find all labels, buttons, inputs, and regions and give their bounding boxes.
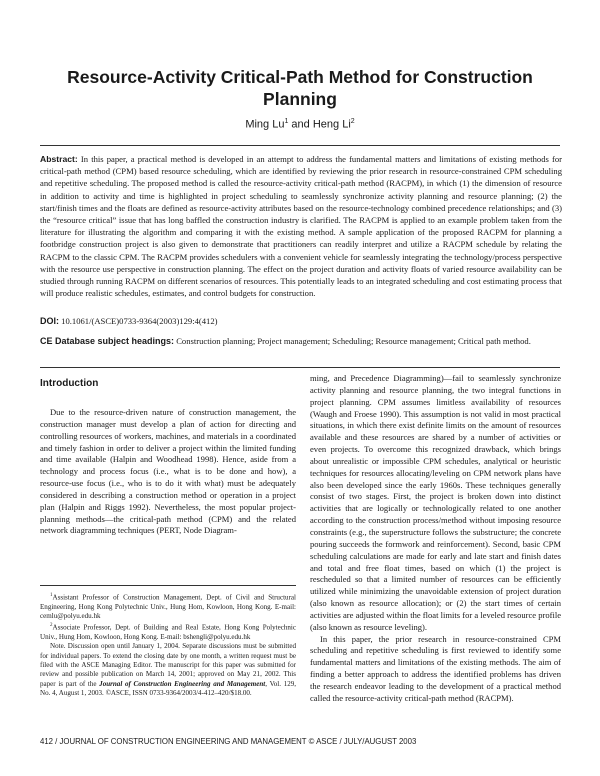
- footnote-mark: 1: [50, 593, 53, 598]
- section-heading-introduction: Introduction: [40, 378, 99, 389]
- subject-headings-text: Construction planning; Project management; Scheduling; Resource management; Critical path method.: [176, 336, 531, 346]
- footnote: [40, 621, 296, 642]
- author-name: Heng Li: [312, 118, 351, 131]
- body-paragraph: In this paper, the prior research in resource-constrained CPM scheduling and repetitive scheduling is first reviewed to identify some fundamental matters and limitations of the existing methods. The aim of finding a better approach to address the identified problems has driven the research endeavor leading to the development of a practical method called the resource-activity critical-path method (RACPM).: [310, 633, 561, 703]
- author-affiliation-mark: 2: [350, 118, 355, 125]
- left-column: [40, 407, 296, 537]
- abstract-label: Abstract:: [40, 154, 78, 164]
- footnote: [40, 591, 296, 621]
- paper-title: Resource-Activity Critical-Path Method for Construction Planning: [67, 67, 533, 109]
- footnote-text: Associate Professor, Dept. of Building and Real Estate, Hong Kong Polytechnic Univ., Hung Hom, Kowloon, Hong Kong. E-mail: bshengli@polyu.edu.hk: [40, 623, 296, 642]
- page-footer: 412 / JOURNAL OF CONSTRUCTION ENGINEERING AND MANAGEMENT © ASCE / JULY/AUGUST 2003: [40, 737, 417, 746]
- doi-value[interactable]: 10.1061/(ASCE)0733-9364(2003)129:4(412): [61, 316, 218, 326]
- journal-name: Journal of Construction Engineering and Management: [99, 679, 266, 688]
- intro-paragraph: Due to the resource-driven nature of construction management, the construction manager must develop a plan of action for directing and controlling resources of workers, machines, and materials in a coordinated and timely fashion in order to deliver a project within the limited funding and time available (Halpin and Woodhead 1998). Hence, aside from a technology and process focus (i.e., what is to be done and how), a resource-use focus (i.e., who is to do it with what) must be adequately considered in describing a construction method or operation in a project plan (Halpin and Riggs 1992). Nevertheless, the most popular project-planning methods—the critical-path method (CPM) and the related network diagramming techniques (PERT, Node Diagram-: [40, 407, 296, 536]
- doi-label: DOI:: [40, 316, 59, 326]
- footnote-mark: 2: [50, 623, 53, 629]
- subject-headings-label: CE Database subject headings:: [40, 336, 175, 346]
- abstract: [40, 153, 562, 299]
- note-text: Note. Discussion open until January 1, 2004. Separate discussions must be submitted for individual papers. To extend the closing date by one month, a written request must be filed with the ASCE Managing Editor. The manuscript for this paper was submitted for review and possible publication on March 14, 2001; approved on May 21, 2002. This paper is part of the: [40, 642, 296, 688]
- note-text: , Vol. 129, No. 4, August 1, 2003. ©ASCE, ISSN 0733-9364/2003/4-412–420/$18.00.: [40, 679, 297, 698]
- right-column: [310, 373, 561, 705]
- doi-line: [40, 316, 560, 326]
- author-separator: and: [288, 118, 313, 131]
- body-paragraph: ming, and Precedence Diagramming)—fail to seamlessly synchronize activity planning and resource planning, the two integral functions in project planning. CPM assumes limitless availability of resources (Waugh and Froese 1990). This assumption is not valid in most practical situations, in which there exist definite limits on the amount of resources available and these resources are shared by a number of activities or even projects. To overcome this recognized drawback, which brings about unrealistic or impossible CPM schedules, analytical or heuristic techniques for resources allocating/leveling on CPM network plans have also been developed since the early 1960s. These techniques generally consist of two stages. First, the project is broken down into distinct activities that are logically or technologically related to one another according to the construction process/method without imposing resource constraints (e.g., the superstructure follows the substructure; the concrete pouring succeeds the formwork and reinforcement). Second, basic CPM scheduling calculations are made for early and late start and finish dates and total and free float times, based on which (1) the project is rescheduled so that a limited number of resources can be efficiently utilized while minimizing the unavoidable extension of project duration (also known as resource allocation); or (2) the start times of certain activities are adjusted within the float limits for a leveled resource profile (also known as resource leveling).: [310, 373, 561, 632]
- subject-headings: [40, 335, 561, 347]
- author-line: [40, 118, 560, 131]
- footnote-divider: [40, 585, 296, 586]
- abstract-text: In this paper, a practical method is developed in an attempt to address the fundamental matters and limitations of existing methods for critical-path method (CPM) based resource scheduling, which are identified by reviewing the prior research in resource-constrained CPM scheduling and repetitive scheduling. The proposed method is called the resource-activity critical-path method (RACPM), in which (1) the dimension of resource in addition to activity and time is highlighted in project scheduling to seamlessly synchronize activity planning and resource planning; (2) the start/finish times and the floats are defined as resource-activity attributes based on the resource-technology combined precedence relationships; and (3) the “resource critical” issue that has long baffled the construction industry is clarified. The RACPM is applied to an example problem taken from the literature for illustrating the algorithm and comparing it with the existing method. A sample application of the proposed RACPM for planning a footbridge construction project is also given to demonstrate that practitioners can readily interpret and utilize a RACPM schedule by relating the RACPM to the classic CPM. The RACPM provides schedulers with a convenient vehicle for seamlessly integrating the technology/process perspective with the resource use perspective in construction planning. The effect on the project duration and activity floats of varied resource availability can be studied through running RACPM on different scenarios of resources. This potentially leads to an integrated scheduling and cost estimating process that will produce realistic schedules, estimates, and control budgets for construction.: [40, 154, 562, 299]
- abstract-divider: [40, 367, 560, 368]
- author-name: Ming Lu: [245, 118, 285, 131]
- author-affiliation-mark: 1: [284, 118, 289, 125]
- discussion-note: [40, 642, 296, 698]
- footnotes: [40, 591, 296, 698]
- header-divider: [40, 145, 560, 146]
- footnote-text: Assistant Professor of Construction Management, Dept. of Civil and Structural Engineering, Hong Kong Polytechnic Univ., Hung Hom, Kowloon, Hong Kong. E-mail: cemlu@polyu.edu.hk: [40, 593, 296, 621]
